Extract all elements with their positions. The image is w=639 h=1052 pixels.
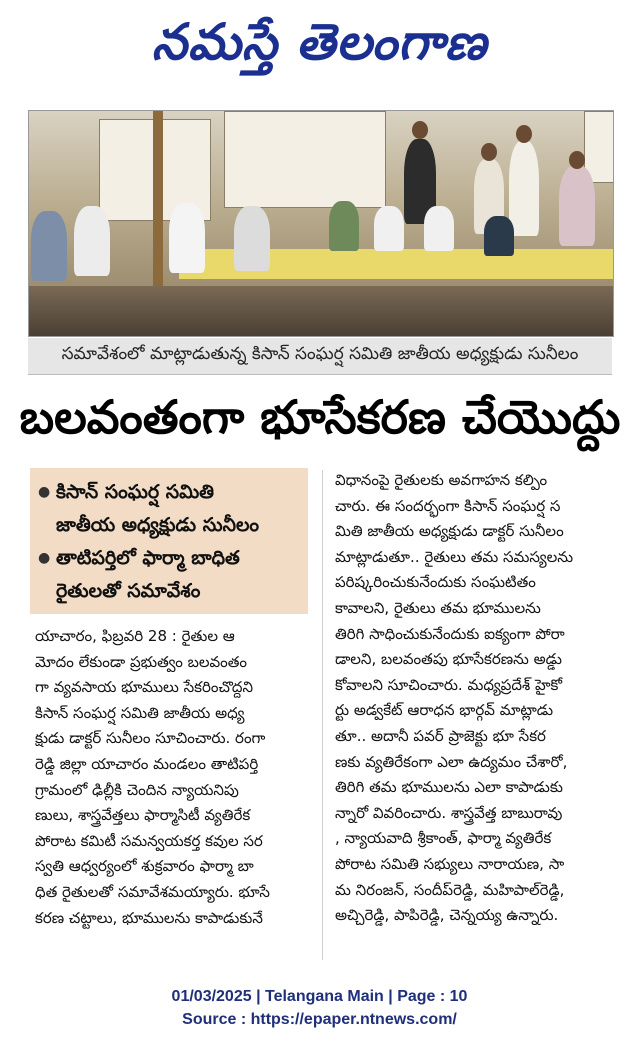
article-line: న్నారో వివరించారు. శాస్త్రవేత్త బాబురావు xyxy=(335,803,563,822)
photo-person xyxy=(424,206,454,251)
article-line: , న్యాయవాది శ్రీకాంత్, ఫార్మా వ్యతిరేక xyxy=(335,829,552,848)
article-column-right xyxy=(335,468,612,929)
photo-head xyxy=(481,143,497,161)
article-line: డాలని, బలవంతపు భూసేకరణను అడ్డు xyxy=(335,650,562,669)
bullet-icon: ● xyxy=(38,484,51,500)
photo-person xyxy=(31,211,67,281)
photo-caption: సమావేశంలో మాట్లాడుతున్న కిసాన్ సంఘర్ష సమితి జాతీయ అధ్యక్షుడు సునీలం xyxy=(28,338,612,375)
article-line: చారు. ఈ సందర్భంగా కిసాన్ సంఘర్ష స xyxy=(335,496,561,515)
article-line: పోరాట సమితి సభ్యులు నారాయణ, సా xyxy=(335,854,565,873)
article-line: మితి జాతీయ అధ్యక్షుడు డాక్టర్ సునీలం xyxy=(335,522,564,541)
news-photo xyxy=(28,110,614,337)
photo-person xyxy=(169,203,205,273)
highlight-item xyxy=(38,542,300,608)
article-column-left xyxy=(35,624,310,931)
footer-date-line: 01/03/2025 | Telangana Main | Page : 10 xyxy=(171,988,468,1005)
article-line: పరిష్కరించుకునేందుకు సంఘటితం xyxy=(335,573,536,592)
masthead xyxy=(0,0,639,96)
article-line: తిరిగి సాధించుకునేందుకు ఐక్యంగా పోరా xyxy=(335,624,565,643)
article-line: ణులు, శాస్త్రవేత్తలు ఫార్మాసిటీ వ్యతిరేక xyxy=(35,806,251,825)
article-line: గ్రామంలో ఢిల్లీకి చెందిన న్యాయనిపు xyxy=(35,780,239,799)
bullet-icon: ● xyxy=(38,550,51,566)
footer xyxy=(0,985,639,1031)
column-divider xyxy=(322,470,323,960)
photo-person xyxy=(234,206,270,271)
article-line: ధిత రైతులతో సమావేశమయ్యారు. భూసే xyxy=(35,882,270,901)
article-line: మ నిరంజన్, సందీప్‌రెడ్డి, మహిపాల్‌రెడ్డి, xyxy=(335,880,565,899)
article-line: కావాలని, రైతులు తమ భూములను xyxy=(335,598,541,617)
highlights-box xyxy=(30,468,308,614)
photo-person xyxy=(484,216,514,256)
photo-banner-center xyxy=(224,111,386,208)
photo-head xyxy=(569,151,585,169)
photo-person xyxy=(374,206,404,251)
article-line: రెడ్డి జిల్లా యాచారం మండలం తాటిపర్తి xyxy=(35,754,259,773)
highlight-item xyxy=(38,476,300,542)
photo-crowd xyxy=(29,286,613,336)
photo-head xyxy=(412,121,428,139)
article-line: తిరిగి తమ భూములను ఎలా కాపాడుకు xyxy=(335,778,563,797)
photo-person xyxy=(74,206,110,276)
footer-source-line: Source : https://epaper.ntnews.com/ xyxy=(182,1011,457,1028)
photo-pole xyxy=(153,111,163,286)
article-line: విధానంపై రైతులకు అవగాహన కల్పిం xyxy=(335,471,548,489)
article-line: గా వ్యవసాయ భూములు సేకరించొద్దని xyxy=(35,678,254,697)
article-line: పోరాట కమిటీ సమన్వయకర్త కవుల సర xyxy=(35,831,263,850)
article-headline: బలవంతంగా భూసేకరణ చేయొద్దు xyxy=(19,390,621,444)
photo-person xyxy=(559,166,595,246)
article-line: క్షుడు డాక్టర్ సునీలం సూచించారు. రంగా xyxy=(35,729,266,748)
article-line: కోవాలని సూచించారు. మధ్యప్రదేశ్ హైకో xyxy=(335,675,563,694)
article-line: స్వతి ఆధ్వర్యంలో శుక్రవారం ఫార్మా బా xyxy=(35,857,254,876)
article-line: మోదం లేకుండా ప్రభుత్వం బలవంతం xyxy=(35,652,248,671)
highlight-text: కిసాన్ సంఘర్ష సమితి జాతీయ అధ్యక్షుడు సునీలం xyxy=(56,481,260,536)
photo-head xyxy=(516,125,532,143)
article-line: ర్టు అడ్వకేట్ ఆరాధన భార్గవ్ మాట్లాడు xyxy=(335,701,554,720)
photo-person xyxy=(509,141,539,236)
article-line: ణకు వ్యతిరేకంగా ఎలా ఉద్యమం చేశారో, xyxy=(335,752,568,771)
photo-person xyxy=(329,201,359,251)
masthead-title: నమస్తే తెలంగాణ xyxy=(151,12,488,71)
article-line: కరణ చట్టాలు, భూములను కాపాడుకునే xyxy=(35,908,263,927)
article-line: యాచారం, ఫిబ్రవరి 28 : రైతుల ఆ xyxy=(35,627,235,645)
article-line: కిసాన్ సంఘర్ష సమితి జాతీయ అధ్య xyxy=(35,703,245,722)
highlight-text: తాటిపర్తిలో ఫార్మా బాధిత రైతులతో సమావేశం xyxy=(56,547,240,602)
article-line: అచ్చిరెడ్డి, పాపిరెడ్డి, చెన్నయ్య ఉన్నారు. xyxy=(335,906,559,925)
article-line: మాట్లాడుతూ.. రైతులు తమ సమస్యలను xyxy=(335,547,574,566)
article-line: తూ.. అదానీ పవర్ ప్రాజెక్టు భూ సేకర xyxy=(335,726,546,745)
